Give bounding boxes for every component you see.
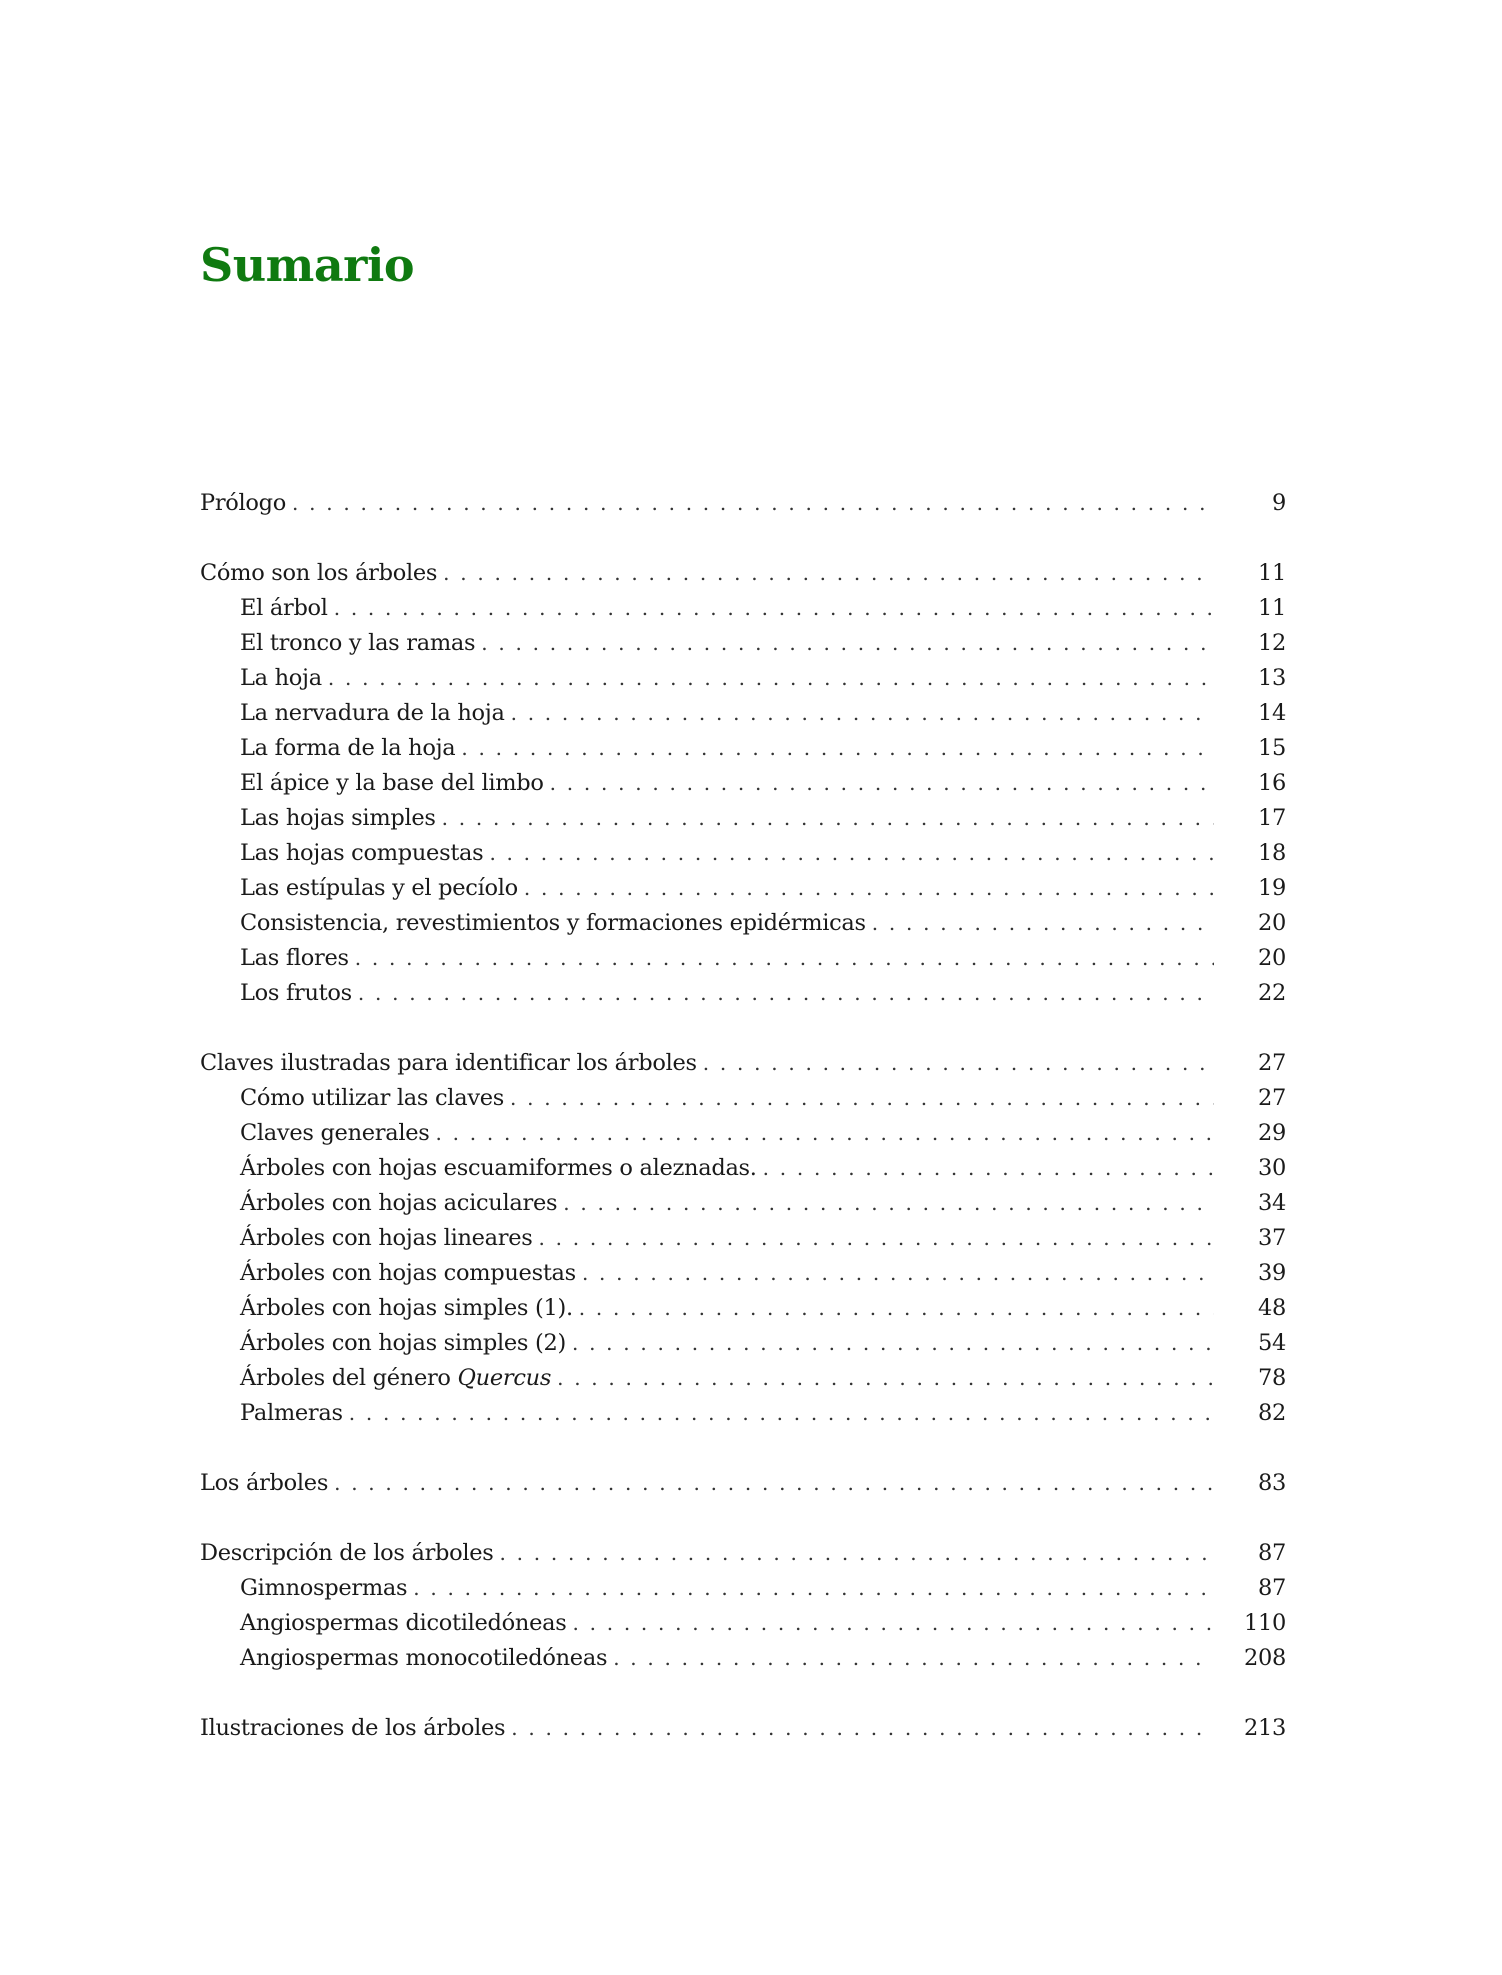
dot-leader <box>443 561 1214 585</box>
toc-subentry[interactable] <box>200 1645 1286 1680</box>
dot-leader <box>481 631 1214 655</box>
dot-leader <box>557 1366 1214 1390</box>
toc-page-number: 54 <box>1257 1330 1286 1356</box>
toc-subentry[interactable] <box>200 875 1286 910</box>
toc-page-number: 14 <box>1257 700 1286 726</box>
toc-entry[interactable] <box>200 490 1286 525</box>
dot-leader <box>334 596 1214 620</box>
dot-leader <box>355 946 1214 970</box>
dot-leader <box>872 911 1214 935</box>
toc-entry-label: Consistencia, revestimientos y formaciones epidérmicas <box>240 910 866 936</box>
toc-subentry[interactable] <box>200 1190 1286 1225</box>
dot-leader <box>292 491 1214 515</box>
toc-page-number: 27 <box>1257 1085 1286 1111</box>
toc-entry-label: Cómo utilizar las claves <box>240 1085 504 1111</box>
toc-subentry[interactable] <box>200 805 1286 840</box>
page-title: Sumario <box>200 238 415 292</box>
dot-leader <box>524 876 1214 900</box>
dot-leader <box>500 1541 1214 1565</box>
toc-page-number: 22 <box>1257 980 1286 1006</box>
toc-entry-label: El árbol <box>240 595 328 621</box>
toc-section <box>200 560 1286 1015</box>
toc-entry-label: Árboles con hojas escuamiformes o aleznadas. <box>240 1155 757 1181</box>
toc-entry-label: Prólogo <box>200 490 287 516</box>
toc-subentry[interactable] <box>200 840 1286 875</box>
dot-leader <box>582 1261 1214 1285</box>
toc-page-number: 27 <box>1257 1050 1286 1076</box>
toc-subentry[interactable] <box>200 1330 1286 1365</box>
toc-entry-label: Las flores <box>240 945 349 971</box>
toc-page-number: 13 <box>1257 665 1286 691</box>
toc-subentry[interactable] <box>200 595 1286 630</box>
toc-entry[interactable] <box>200 1470 1286 1505</box>
toc-page-number: 19 <box>1257 875 1286 901</box>
toc-page-number: 213 <box>1243 1715 1286 1741</box>
toc-entry[interactable] <box>200 1540 1286 1575</box>
toc-section <box>200 490 1286 525</box>
toc-section <box>200 1540 1286 1680</box>
toc-page-number: 83 <box>1257 1470 1286 1496</box>
toc-entry-label: Árboles con hojas simples (1). <box>240 1295 573 1321</box>
toc-entry-label: Las estípulas y el pecíolo <box>240 875 518 901</box>
toc-entry-label: Árboles con hojas lineares <box>240 1225 533 1251</box>
toc-page-number: 37 <box>1257 1225 1286 1251</box>
toc-entry-label: Descripción de los árboles <box>200 1540 494 1566</box>
dot-leader <box>572 1611 1214 1635</box>
dot-leader <box>334 1471 1214 1495</box>
toc-page-number: 110 <box>1243 1610 1286 1636</box>
dot-leader <box>763 1156 1214 1180</box>
toc-page-number: 30 <box>1257 1155 1286 1181</box>
toc-subentry[interactable] <box>200 1225 1286 1260</box>
dot-leader <box>511 701 1214 725</box>
toc-entry-label: La nervadura de la hoja <box>240 700 505 726</box>
toc-page-number: 48 <box>1257 1295 1286 1321</box>
toc-page-number: 9 <box>1271 490 1286 516</box>
toc-page-number: 16 <box>1257 770 1286 796</box>
toc-subentry[interactable] <box>200 1365 1286 1400</box>
toc-page-number: 12 <box>1257 630 1286 656</box>
dot-leader <box>572 1331 1214 1355</box>
toc-entry-label: Los árboles <box>200 1470 329 1496</box>
dot-leader <box>703 1051 1214 1075</box>
toc-entry[interactable] <box>200 1715 1286 1750</box>
dot-leader <box>442 806 1214 830</box>
toc-page-number: 17 <box>1257 805 1286 831</box>
dot-leader <box>579 1296 1214 1320</box>
toc-page-number: 87 <box>1257 1575 1286 1601</box>
toc-section <box>200 1050 1286 1435</box>
toc-page-number: 29 <box>1257 1120 1286 1146</box>
toc-subentry[interactable] <box>200 630 1286 665</box>
toc-page-number: 11 <box>1257 560 1286 586</box>
toc-subentry[interactable] <box>200 1610 1286 1645</box>
toc-entry[interactable] <box>200 1050 1286 1085</box>
toc-page-number: 20 <box>1257 945 1286 971</box>
toc-page-number: 11 <box>1257 595 1286 621</box>
toc-entry-label: Árboles con hojas aciculares <box>240 1190 558 1216</box>
dot-leader <box>550 771 1214 795</box>
toc-page-number: 15 <box>1257 735 1286 761</box>
toc-section <box>200 1715 1286 1750</box>
toc-page-number: 39 <box>1257 1260 1286 1286</box>
toc-entry-label: La hoja <box>240 665 322 691</box>
dot-leader <box>461 736 1214 760</box>
toc-entry-label: Cómo son los árboles <box>200 560 438 586</box>
toc-entry-label: Árboles con hojas compuestas <box>240 1260 576 1286</box>
toc-subentry[interactable] <box>200 1260 1286 1295</box>
dot-leader <box>436 1121 1214 1145</box>
toc-subentry[interactable] <box>200 1085 1286 1120</box>
toc-subentry[interactable] <box>200 1120 1286 1155</box>
toc-section <box>200 1470 1286 1505</box>
toc-entry-label: Gimnospermas <box>240 1575 408 1601</box>
toc-entry-label: Árboles con hojas simples (2) <box>240 1330 566 1356</box>
toc-entry-label: El tronco y las ramas <box>240 630 476 656</box>
toc-page-number: 208 <box>1243 1645 1286 1671</box>
toc-page-number: 18 <box>1257 840 1286 866</box>
toc-subentry[interactable] <box>200 910 1286 945</box>
toc-subentry[interactable] <box>200 945 1286 980</box>
toc-subentry[interactable] <box>200 1155 1286 1190</box>
toc-entry-label: Claves generales <box>240 1120 430 1146</box>
dot-leader <box>349 1401 1214 1425</box>
dot-leader <box>539 1226 1214 1250</box>
toc-entry-label: Los frutos <box>240 980 352 1006</box>
dot-leader <box>413 1576 1214 1600</box>
toc-subentry[interactable] <box>200 1295 1286 1330</box>
toc-entry-label: Árboles del género Quercus <box>240 1365 552 1391</box>
toc-entry-label: Angiospermas monocotiledóneas <box>240 1645 608 1671</box>
toc-subentry[interactable] <box>200 1575 1286 1610</box>
dot-leader <box>510 1086 1214 1110</box>
toc-page-number: 87 <box>1257 1540 1286 1566</box>
dot-leader <box>358 981 1214 1005</box>
toc-entry-label: Las hojas compuestas <box>240 840 484 866</box>
toc-subentry[interactable] <box>200 1400 1286 1435</box>
toc-page-number: 82 <box>1257 1400 1286 1426</box>
toc-subentry[interactable] <box>200 980 1286 1015</box>
toc-page-number: 78 <box>1257 1365 1286 1391</box>
toc-subentry[interactable] <box>200 665 1286 700</box>
toc-entry-italic: Quercus <box>457 1365 552 1391</box>
toc-entry-label: Ilustraciones de los árboles <box>200 1715 506 1741</box>
dot-leader <box>613 1646 1214 1670</box>
toc-entry[interactable] <box>200 560 1286 595</box>
dot-leader <box>511 1716 1214 1740</box>
toc-entry-label: La forma de la hoja <box>240 735 456 761</box>
dot-leader <box>328 666 1214 690</box>
toc-entry-label: El ápice y la base del limbo <box>240 770 544 796</box>
toc-subentry[interactable] <box>200 735 1286 770</box>
toc-entry-label: Palmeras <box>240 1400 343 1426</box>
toc-subentry[interactable] <box>200 770 1286 805</box>
toc-entry-label: Las hojas simples <box>240 805 436 831</box>
toc-page-number: 20 <box>1257 910 1286 936</box>
toc-subentry[interactable] <box>200 700 1286 735</box>
dot-leader <box>563 1191 1214 1215</box>
table-of-contents <box>200 490 1286 1785</box>
toc-entry-label: Claves ilustradas para identificar los árboles <box>200 1050 697 1076</box>
dot-leader <box>489 841 1214 865</box>
toc-page-number: 34 <box>1257 1190 1286 1216</box>
toc-entry-label: Angiospermas dicotiledóneas <box>240 1610 567 1636</box>
